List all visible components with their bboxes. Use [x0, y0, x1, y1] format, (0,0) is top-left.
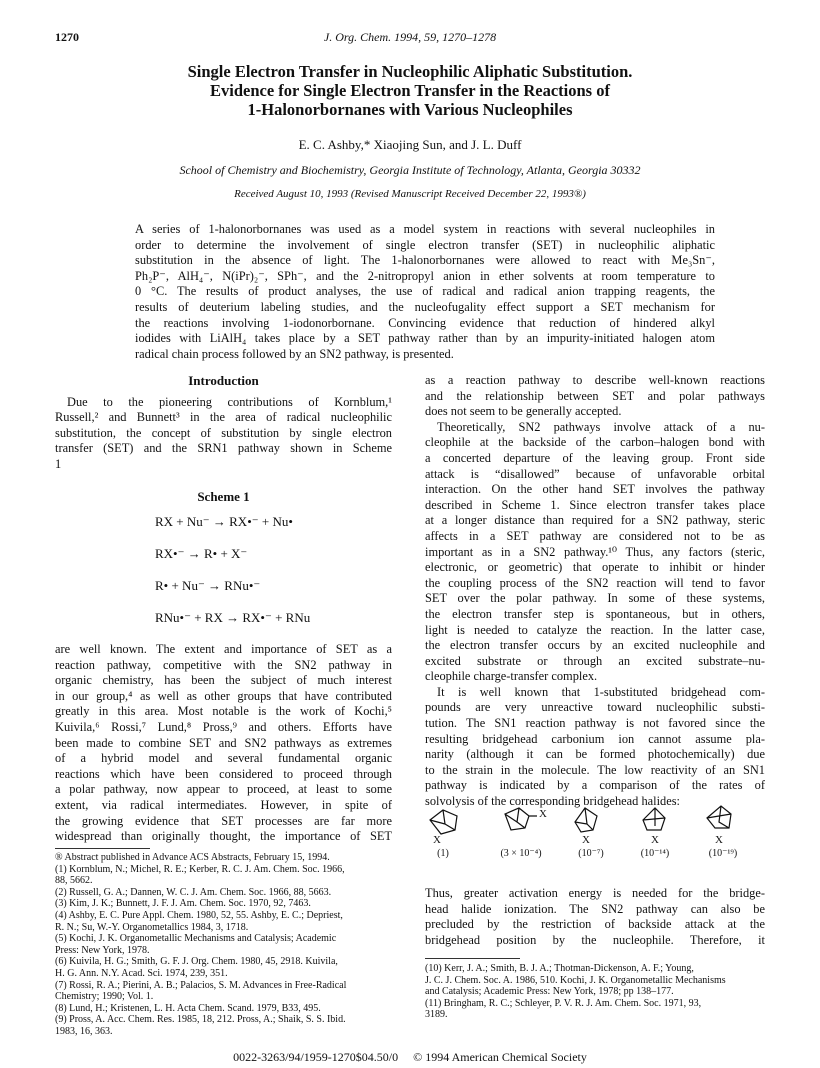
solvolysis-rate: (3 × 10⁻⁴)	[500, 848, 542, 859]
footnote: (9) Pross, A. Acc. Chem. Res. 1985, 18, 212. Pross, A.; Shaik, S. S. Ibid.	[55, 1014, 346, 1026]
abstract-line: results of deuterium labeling studies, and the nucleofugality effect support a SET mechanism for	[135, 299, 715, 314]
authors: E. C. Ashby,* Xiaojing Sun, and J. L. Duff	[298, 137, 522, 152]
footnote-rule	[425, 958, 520, 959]
right-column	[425, 373, 765, 810]
text-line: substitution, the concept of substitution by single electron	[55, 425, 392, 440]
text-line: SET over the polar pathway. In some of these systems,	[425, 591, 765, 606]
footnote: ® Abstract published in Advance ACS Abstracts, February 15, 1994.	[55, 852, 330, 863]
text-line: Thus, greater activation energy is needed for the bridge-	[425, 886, 765, 900]
scheme-equation: RX•⁻ → R• + X⁻	[155, 546, 248, 562]
article-title	[90, 62, 730, 119]
scheme-equation: RNu•⁻ + RX → RX•⁻ + RNu	[155, 610, 311, 626]
text-line: the electron transfer step is spontaneous, but in others,	[425, 606, 765, 621]
text-line: as a reaction pathway to describe well-known reactions	[425, 373, 765, 387]
text-line: electronic, or geometric) that operate to inhibit or hinder	[425, 560, 765, 575]
halogen-label: X	[651, 834, 659, 846]
text-line: interaction. On the other hand SET involves the pathway	[425, 482, 765, 497]
halogen-label: X	[539, 808, 547, 820]
text-line: cleophile at the backside of the carbon–halogen bond with	[425, 435, 765, 450]
section-heading-introduction: Introduction	[188, 373, 259, 388]
title-line: 1-Halonorbornanes with Various Nucleophiles	[247, 100, 573, 119]
left-column	[55, 373, 392, 642]
text-line: greatly in this area. Most notable is the work of Kochi,⁵	[55, 704, 392, 719]
footnote-rule	[55, 848, 150, 849]
abstract-line: the reactions involving 1-iodonorbornane. Convincing evidence that reduction of hindered alkyl	[135, 315, 715, 330]
solvolysis-rate: (10⁻¹⁹)	[708, 848, 738, 859]
text-line: reactions which have been considered to proceed through	[55, 766, 392, 781]
running-head	[55, 30, 765, 48]
text-line: pathway is indicated by a comparison of the rates of	[425, 778, 765, 793]
article-code: 0022-3263/94/1959-1270$04.50/0	[233, 1050, 399, 1064]
text-line: bridgehead position by the nucleophile. Therefore, it	[425, 932, 765, 947]
text-line: a polar pathway, now appear to proceed, at least to some	[55, 782, 392, 797]
text-line: precluded by the restriction of backside attack at the	[425, 917, 765, 932]
footnote: Press: New York, 1978.	[55, 944, 150, 956]
footnote: (4) Ashby, E. C. Pure Appl. Chem. 1980, 52, 55. Ashby, E. C.; Depriest,	[55, 909, 343, 921]
text-line: light is needed to catalyze the reaction. In the latter case,	[425, 622, 765, 637]
footnote: (8) Lund, H.; Kristenen, L. H. Acta Chem. Scand. 1979, B33, 495.	[55, 1002, 321, 1014]
affiliation: School of Chemistry and Biochemistry, Georgia Institute of Technology, Atlanta, Georgia 30332	[179, 163, 641, 177]
solvolysis-rate: (10⁻¹⁴)	[640, 848, 670, 859]
footnote: (2) Russell, G. A.; Dannen, W. C. J. Am. Chem. Soc. 1966, 88, 5663.	[55, 886, 332, 898]
copyright: © 1994 American Chemical Society	[413, 1050, 587, 1064]
title-line: Evidence for Single Electron Transfer in the Reactions of	[210, 81, 610, 100]
halogen-label: X	[433, 834, 441, 846]
text-line: solvolysis of the corresponding bridgehead halides:	[425, 794, 680, 809]
text-line: narity (although it can be formed photochemically) due	[425, 747, 765, 762]
text-line: Kuivila,⁶ Rossi,⁷ Lund,⁸ Pross,⁹ and others. Efforts have	[55, 719, 392, 734]
text-line: tution. The SN1 reaction pathway is not favored since the	[425, 716, 765, 731]
text-line: the electron transfer occurs by an excited nucleophile and	[425, 638, 765, 653]
title-line: Single Electron Transfer in Nucleophilic Aliphatic Substitution.	[187, 62, 633, 81]
footnote: J. C. J. Chem. Soc. A. 1986, 510. Kochi, J. K. Organometallic Mechanisms	[425, 974, 726, 986]
text-line: cleophile charge-transfer complex.	[425, 669, 598, 684]
text-line: the coupling process of the SN2 reaction will tend to favor	[425, 575, 765, 590]
abstract-line: radical chain process followed by an SN2 pathway, is presented.	[135, 346, 454, 361]
text-line: affects in a SET pathway are considered not to be as	[425, 528, 765, 543]
footnote: (5) Kochi, J. K. Organometallic Mechanisms and Catalysis; Academic	[55, 933, 337, 945]
footnote: and Catalysis; Academic Press: New York, 1978; pp 138–177.	[425, 986, 674, 998]
text-line: Theoretically, SN2 pathways involve attack of a nu-	[437, 419, 765, 434]
text-line: head halide ionization. The SN2 pathway can also be	[425, 901, 765, 916]
footnote: H. G. Ann. N.Y. Acad. Sci. 1974, 239, 351.	[55, 967, 228, 979]
text-line: It is well known that 1-substituted bridgehead com-	[437, 684, 765, 699]
text-line: pounds are very unreactive toward nucleophilic substi-	[425, 700, 765, 715]
footnote: Chemistry; 1990; Vol. 1.	[55, 991, 154, 1003]
footnote: 1983, 16, 363.	[55, 1025, 113, 1037]
text-line: Due to the pioneering contributions of Kornblum,¹	[67, 394, 392, 409]
text-line: reaction pathway, competitive with the SN2 pathway in	[55, 657, 392, 672]
halogen-label: X	[715, 834, 723, 846]
footnote: 3189.	[425, 1009, 448, 1021]
scheme-equation: R• + Nu⁻ → RNu•⁻	[155, 578, 261, 594]
text-line: at a longer distance than required for a SN2 pathway, steric	[425, 513, 765, 528]
text-line: excited substrate or through an excited substrate–nu-	[425, 653, 765, 668]
right-body-end	[425, 886, 765, 948]
text-line: in our group,⁴ as well as other groups that have contributed	[55, 688, 392, 703]
text-line: to the strain in the molecule. The low reactivity of an SN1	[425, 762, 765, 777]
text-line: resulting bridgehead carbonium ion cannot assume pla-	[425, 731, 765, 746]
right-footnotes	[425, 963, 770, 1021]
footnote: (6) Kuivila, H. G.; Smith, G. F. J. Org. Chem. 1980, 45, 2918. Kuivila,	[55, 956, 338, 968]
bridgehead-structures	[425, 800, 765, 862]
footnote: (1) Kornblum, N.; Michel, R. E.; Kerber, R. C. J. Am. Chem. Soc. 1966,	[55, 863, 345, 875]
text-line: are well known. The extent and importance of SET as a	[55, 642, 392, 656]
text-line: does not seem to be generally accepted.	[425, 404, 622, 419]
abstract	[135, 222, 715, 362]
bridgehead-structures-drawing	[425, 800, 765, 846]
page-footer	[0, 1050, 820, 1065]
text-line: important as in a SN2 pathway.¹⁰ Thus, any factors (steric,	[425, 544, 765, 559]
text-line: 1	[55, 456, 62, 471]
footnote: (11) Bringham, R. C.; Schleyer, P. V. R. J. Am. Chem. Soc. 1971, 93,	[425, 997, 702, 1009]
footnote: 88, 5662.	[55, 875, 93, 887]
left-footnotes	[55, 852, 395, 1038]
footnote: R. N.; Su, W.-Y. Organometallics 1984, 3, 1718.	[55, 921, 249, 933]
text-line: and the relationship between SET and polar pathways	[425, 388, 765, 403]
received-date: Received August 10, 1993 (Revised Manuscript Received December 22, 1993®)	[234, 188, 586, 200]
text-line: the growing evidence that SET processes are far more	[55, 813, 392, 828]
text-line: extent, via radical intermediates. However, in spite of	[55, 797, 392, 812]
text-line: transfer (SET) and the SRN1 pathway shown in Scheme	[55, 441, 392, 456]
solvolysis-rate: (10⁻⁷)	[578, 848, 604, 859]
left-body	[55, 642, 392, 845]
abstract-line: A series of 1-halonorbornanes was used as a model system in reactions with several nucleophiles in	[135, 222, 715, 236]
text-line: attack is “disallowed” because of unfavorable orbital	[425, 466, 765, 481]
footnote: (3) Kim, J. K.; Bunnett, J. F. J. Am. Chem. Soc. 1970, 92, 7463.	[55, 898, 311, 910]
abstract-line: 0 °C. The results of product analyses, the use of radical and radical anion trapping reagents, the	[135, 284, 715, 299]
abstract-line: order to determine the involvement of single electron transfer (SET) in nucleophilic aliphatic	[135, 237, 715, 252]
text-line: Russell,² and Bunnett³ in the area of radical nucleophilic	[55, 410, 392, 425]
halogen-label: X	[582, 834, 590, 846]
journal-citation: J. Org. Chem. 1994, 59, 1270–1278	[323, 30, 497, 44]
scheme-equation: RX + Nu⁻ → RX•⁻ + Nu•	[155, 514, 293, 530]
text-line: been made to combine SET and SN2 pathways as extremes	[55, 735, 392, 750]
abstract-line: iodides with LiAlH₄ takes place by a SET pathway rather than by an impurity-initiated halogen atom	[135, 331, 715, 346]
page-number: 1270	[55, 30, 79, 44]
abstract-line: substitution in the absence of light. The 1-halonorbornanes were allowed to react with Me₃Sn⁻,	[135, 253, 715, 268]
solvolysis-rate: (1)	[437, 848, 449, 859]
text-line: widespread than originally thought, the importance of SET	[55, 829, 392, 844]
footnote: (7) Rossi, R. A.; Pierini, A. B.; Palacios, S. M. Advances in Free-Radical	[55, 979, 347, 991]
abstract-line: Ph₂P⁻, AlH₄⁻, N(iPr)₂⁻, SPh⁻, and the 2-nitropropyl anion in ether solvents at room temperature to	[135, 268, 715, 283]
text-line: a concerted departure of the leaving group. Front side	[425, 450, 765, 465]
footnote: (10) Kerr, J. A.; Smith, B. J. A.; Thotman-Dickenson, A. F.; Young,	[425, 963, 694, 974]
text-line: organic chemistry, has been the subject of much interest	[55, 673, 392, 688]
scheme-heading: Scheme 1	[197, 488, 250, 504]
text-line: of a hybrid model and several fundamental organic	[55, 751, 392, 766]
text-line: described in Scheme 1. Since electron transfer takes place	[425, 497, 765, 512]
